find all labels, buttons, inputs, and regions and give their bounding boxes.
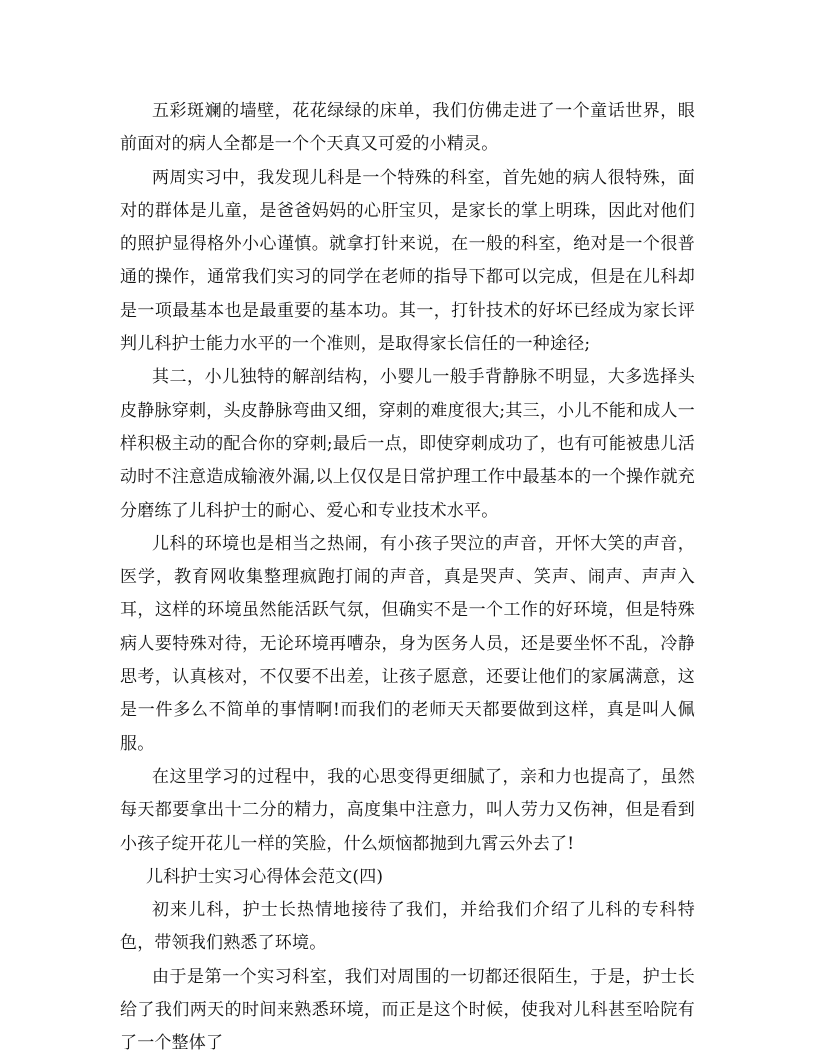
document-page bbox=[120, 95, 695, 1061]
paragraph-first-department: 由于是第一个实习科室，我们对周围的一切都还很陌生，于是，护士长给了我们两天的时间来熟悉环境，而正是这个时候，使我对儿科甚至哈院有了一个整体了 bbox=[120, 966, 695, 1054]
paragraph-environment: 儿科的环境也是相当之热闹，有小孩子哭泣的声音，开怀大笑的声音，医学，教育网收集整理疯跑打闹的声音，真是哭声、笑声、闹声、声声入耳，这样的环境虽然能活跃气氛，但确实不是一个工作的好环境，但是特殊病人要特殊对待，无论环境再嘈杂，身为医务人员，还是要坐怀不乱，冷静思考，认真核对，不仅要不出差，让孩子愿意，还要让他们的家属满意，这是一件多么不简单的事情啊!而我们的老师天天都要做到这样，真是叫人佩服。 bbox=[120, 533, 695, 754]
paragraph-learning: 在这里学习的过程中，我的心思变得更细腻了，亲和力也提高了，虽然每天都要拿出十二分的精力，高度集中注意力，叫人劳力又伤神，但是看到小孩子绽开花儿一样的笑脸，什么烦恼都抛到九霄云外去了! bbox=[120, 766, 695, 854]
section-heading: 儿科护士实习心得体会范文(四) bbox=[146, 866, 384, 887]
paragraph-intro: 五彩斑斓的墙壁，花花绿绿的床单，我们仿佛走进了一个童话世界，眼前面对的病人全都是一个个天真又可爱的小精灵。 bbox=[120, 101, 695, 155]
paragraph-second-point: 其二，小儿独特的解剖结构，小婴儿一般手背静脉不明显，大多选择头皮静脉穿刺，头皮静脉弯曲又细，穿刺的难度很大;其三，小儿不能和成人一样积极主动的配合你的穿刺;最后一点，即使穿刺成功了，也有可能被患儿活动时不注意造成输液外漏,以上仅仅是日常护理工作中最基本的一个操作就充分磨练了儿科护士的耐心、爱心和专业技术水平。 bbox=[120, 367, 695, 521]
paragraph-two-weeks: 两周实习中，我发现儿科是一个特殊的科室，首先她的病人很特殊，面对的群体是儿童，是爸爸妈妈的心肝宝贝，是家长的掌上明珠，因此对他们的照护显得格外小心谨慎。就拿打针来说，在一般的科室，绝对是一个很普通的操作，通常我们实习的同学在老师的指导下都可以完成，但是在儿科却是一项最基本也是最重要的基本功。其一，打针技术的好坏已经成为家长评判儿科护士能力水平的一个准则，是取得家长信任的一种途径; bbox=[120, 167, 695, 355]
paragraph-arrival: 初来儿科，护士长热情地接待了我们，并给我们介绍了儿科的专科特色，带领我们熟悉了环境。 bbox=[120, 900, 695, 954]
